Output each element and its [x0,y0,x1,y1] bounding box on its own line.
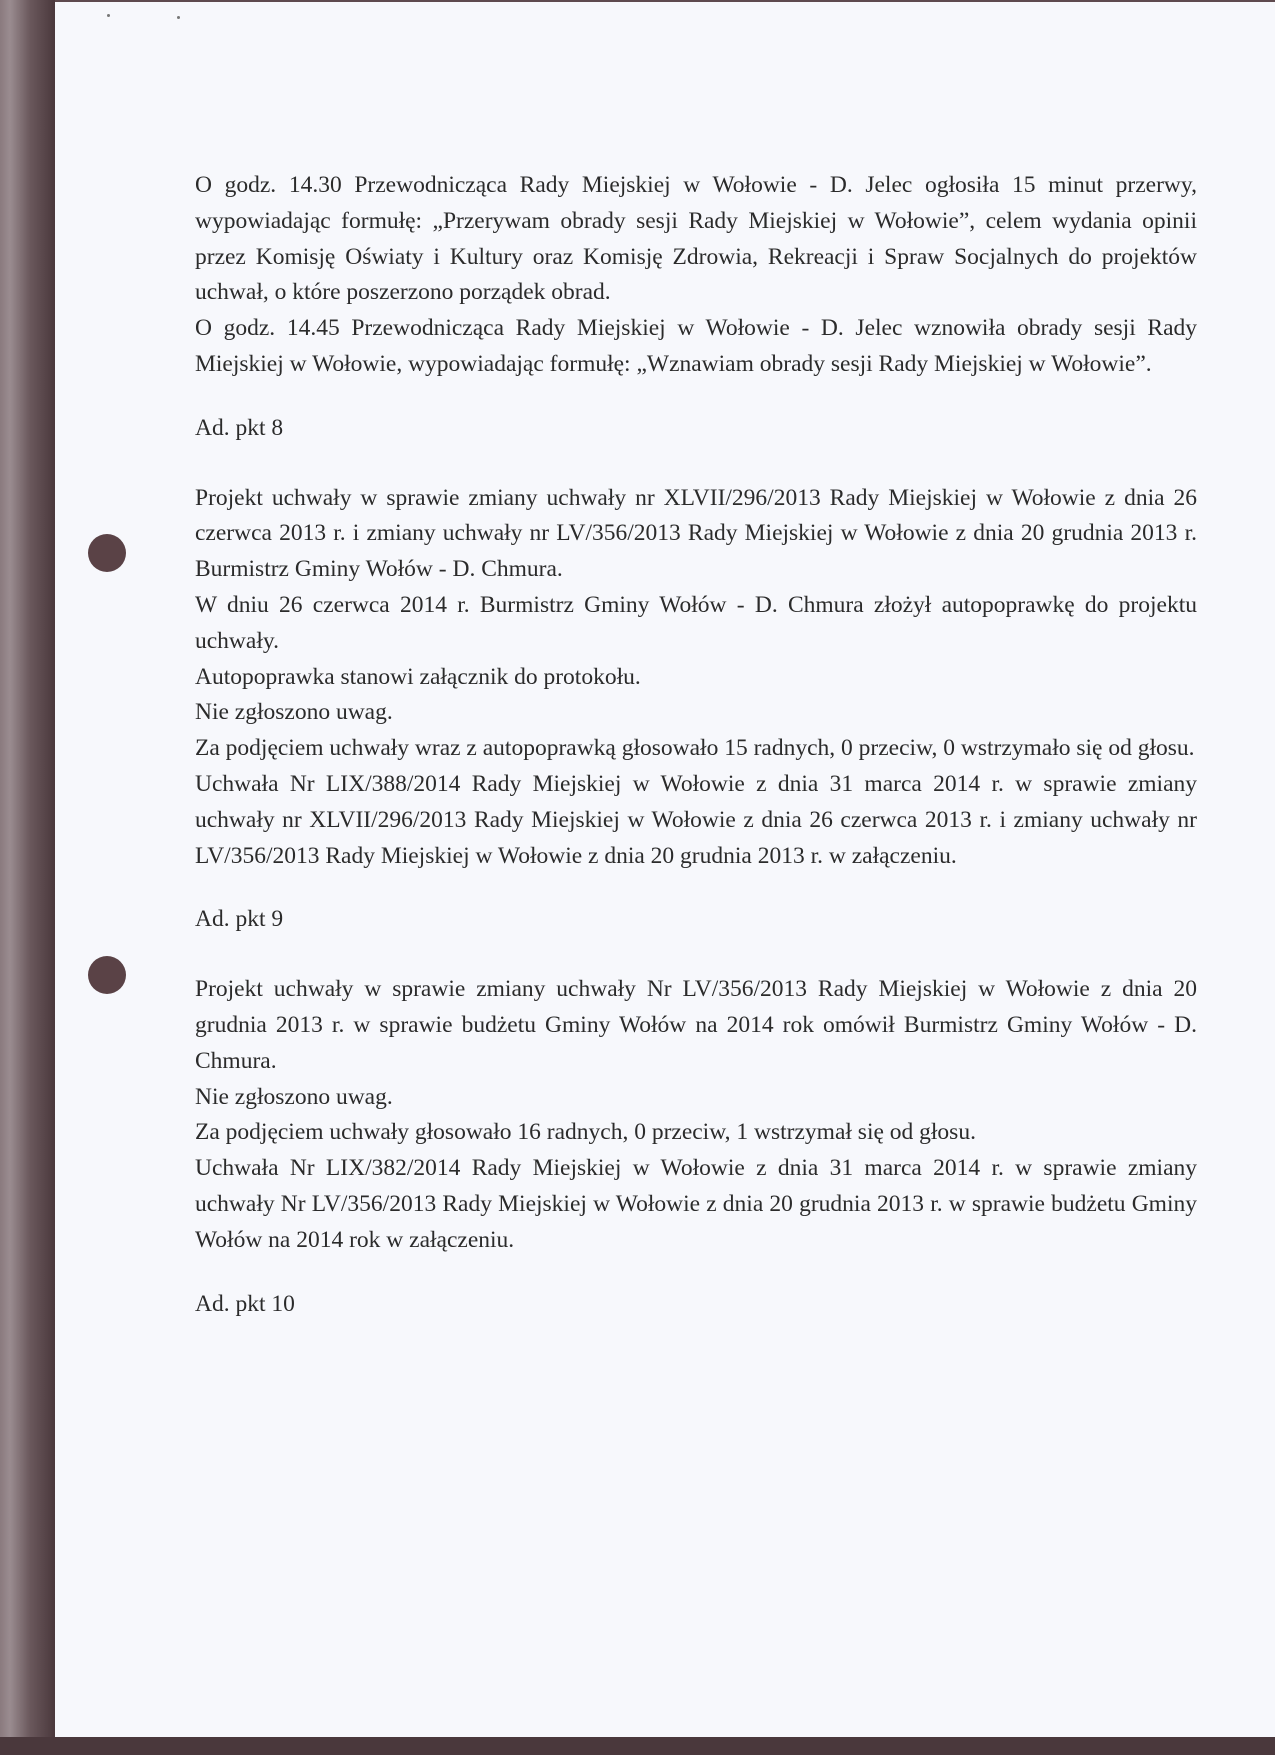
scan-speck [177,16,180,19]
scan-speck [107,14,110,17]
paragraph: O godz. 14.30 Przewodnicząca Rady Miejskiej w Wołowie - D. Jelec ogłosiła 15 minut przerwy, wypowiadając formułę: „Przerywam obrady sesji Rady Miejskiej w Wołowie”, celem wydania opinii przez Komisję Oświaty i Kultury oraz Komisję Zdrowia, Rekreacji i Spraw Socjalnych do projektów uchwał, o które poszerzono porządek obrad. [195,172,1197,306]
punch-hole [88,956,126,994]
paragraph: Za podjęciem uchwały wraz z autopoprawką głosowało 15 radnych, 0 przeciw, 0 wstrzymało się od głosu. [195,735,1195,762]
paragraph: Projekt uchwały w sprawie zmiany uchwały nr XLVII/296/2013 Rady Miejskiej w Wołowie z dnia 26 czerwca 2013 r. i zmiany uchwały nr LV/356/2013 Rady Miejskiej w Wołowie z dnia 20 grudnia 2013 r. Burmistrz Gminy Wołów - D. Chmura. [195,484,1197,583]
paragraph: Uchwała Nr LIX/382/2014 Rady Miejskiej w Wołowie z dnia 31 marca 2014 r. w sprawie zmiany uchwały Nr LV/356/2013 Rady Miejskiej w Wołowie z dnia 20 grudnia 2013 r. w sprawie budżetu Gminy Wołów na 2014 rok w załączeniu. [195,1155,1197,1253]
punch-hole [88,534,126,572]
section-heading-pkt9: Ad. pkt 9 [195,906,284,933]
paragraph: Nie zgłoszono uwag. [195,699,393,726]
paragraph: Za podjęciem uchwały głosowało 16 radnych, 0 przeciw, 1 wstrzymał się od głosu. [195,1119,976,1146]
section-heading-pkt8: Ad. pkt 8 [195,414,284,441]
paragraph: W dniu 26 czerwca 2014 r. Burmistrz Gminy Wołów - D. Chmura złożył autopoprawkę do projektu uchwały. [195,591,1197,654]
paragraph: Nie zgłoszono uwag. [195,1083,393,1110]
paragraph: Autopoprawka stanowi załącznik do protokołu. [195,663,641,690]
paragraph: Uchwała Nr LIX/388/2014 Rady Miejskiej w Wołowie z dnia 31 marca 2014 r. w sprawie zmiany uchwały nr XLVII/296/2013 Rady Miejskiej w Wołowie z dnia 26 czerwca 2013 r. i zmiany uchwały nr LV/356/2013 Rady Miejskiej w Wołowie z dnia 20 grudnia 2013 r. w załączeniu. [195,770,1197,869]
section-heading-pkt10: Ad. pkt 10 [195,1290,295,1317]
paragraph: Projekt uchwały w sprawie zmiany uchwały Nr LV/356/2013 Rady Miejskiej w Wołowie z dnia 20 grudnia 2013 r. w sprawie budżetu Gminy Wołów na 2014 rok omówił Burmistrz Gminy Wołów - D. Chmura. [195,976,1197,1074]
scan-border-bottom [0,1737,1275,1755]
document-page [55,2,1275,1737]
document-body [195,168,1197,1322]
scan-border-left [0,0,55,1755]
paragraph: O godz. 14.45 Przewodnicząca Rady Miejskiej w Wołowie - D. Jelec wznowiła obrady sesji Rady Miejskiej w Wołowie, wypowiadając formułę: „Wznawiam obrady sesji Rady Miejskiej w Wołowie”. [195,315,1197,377]
